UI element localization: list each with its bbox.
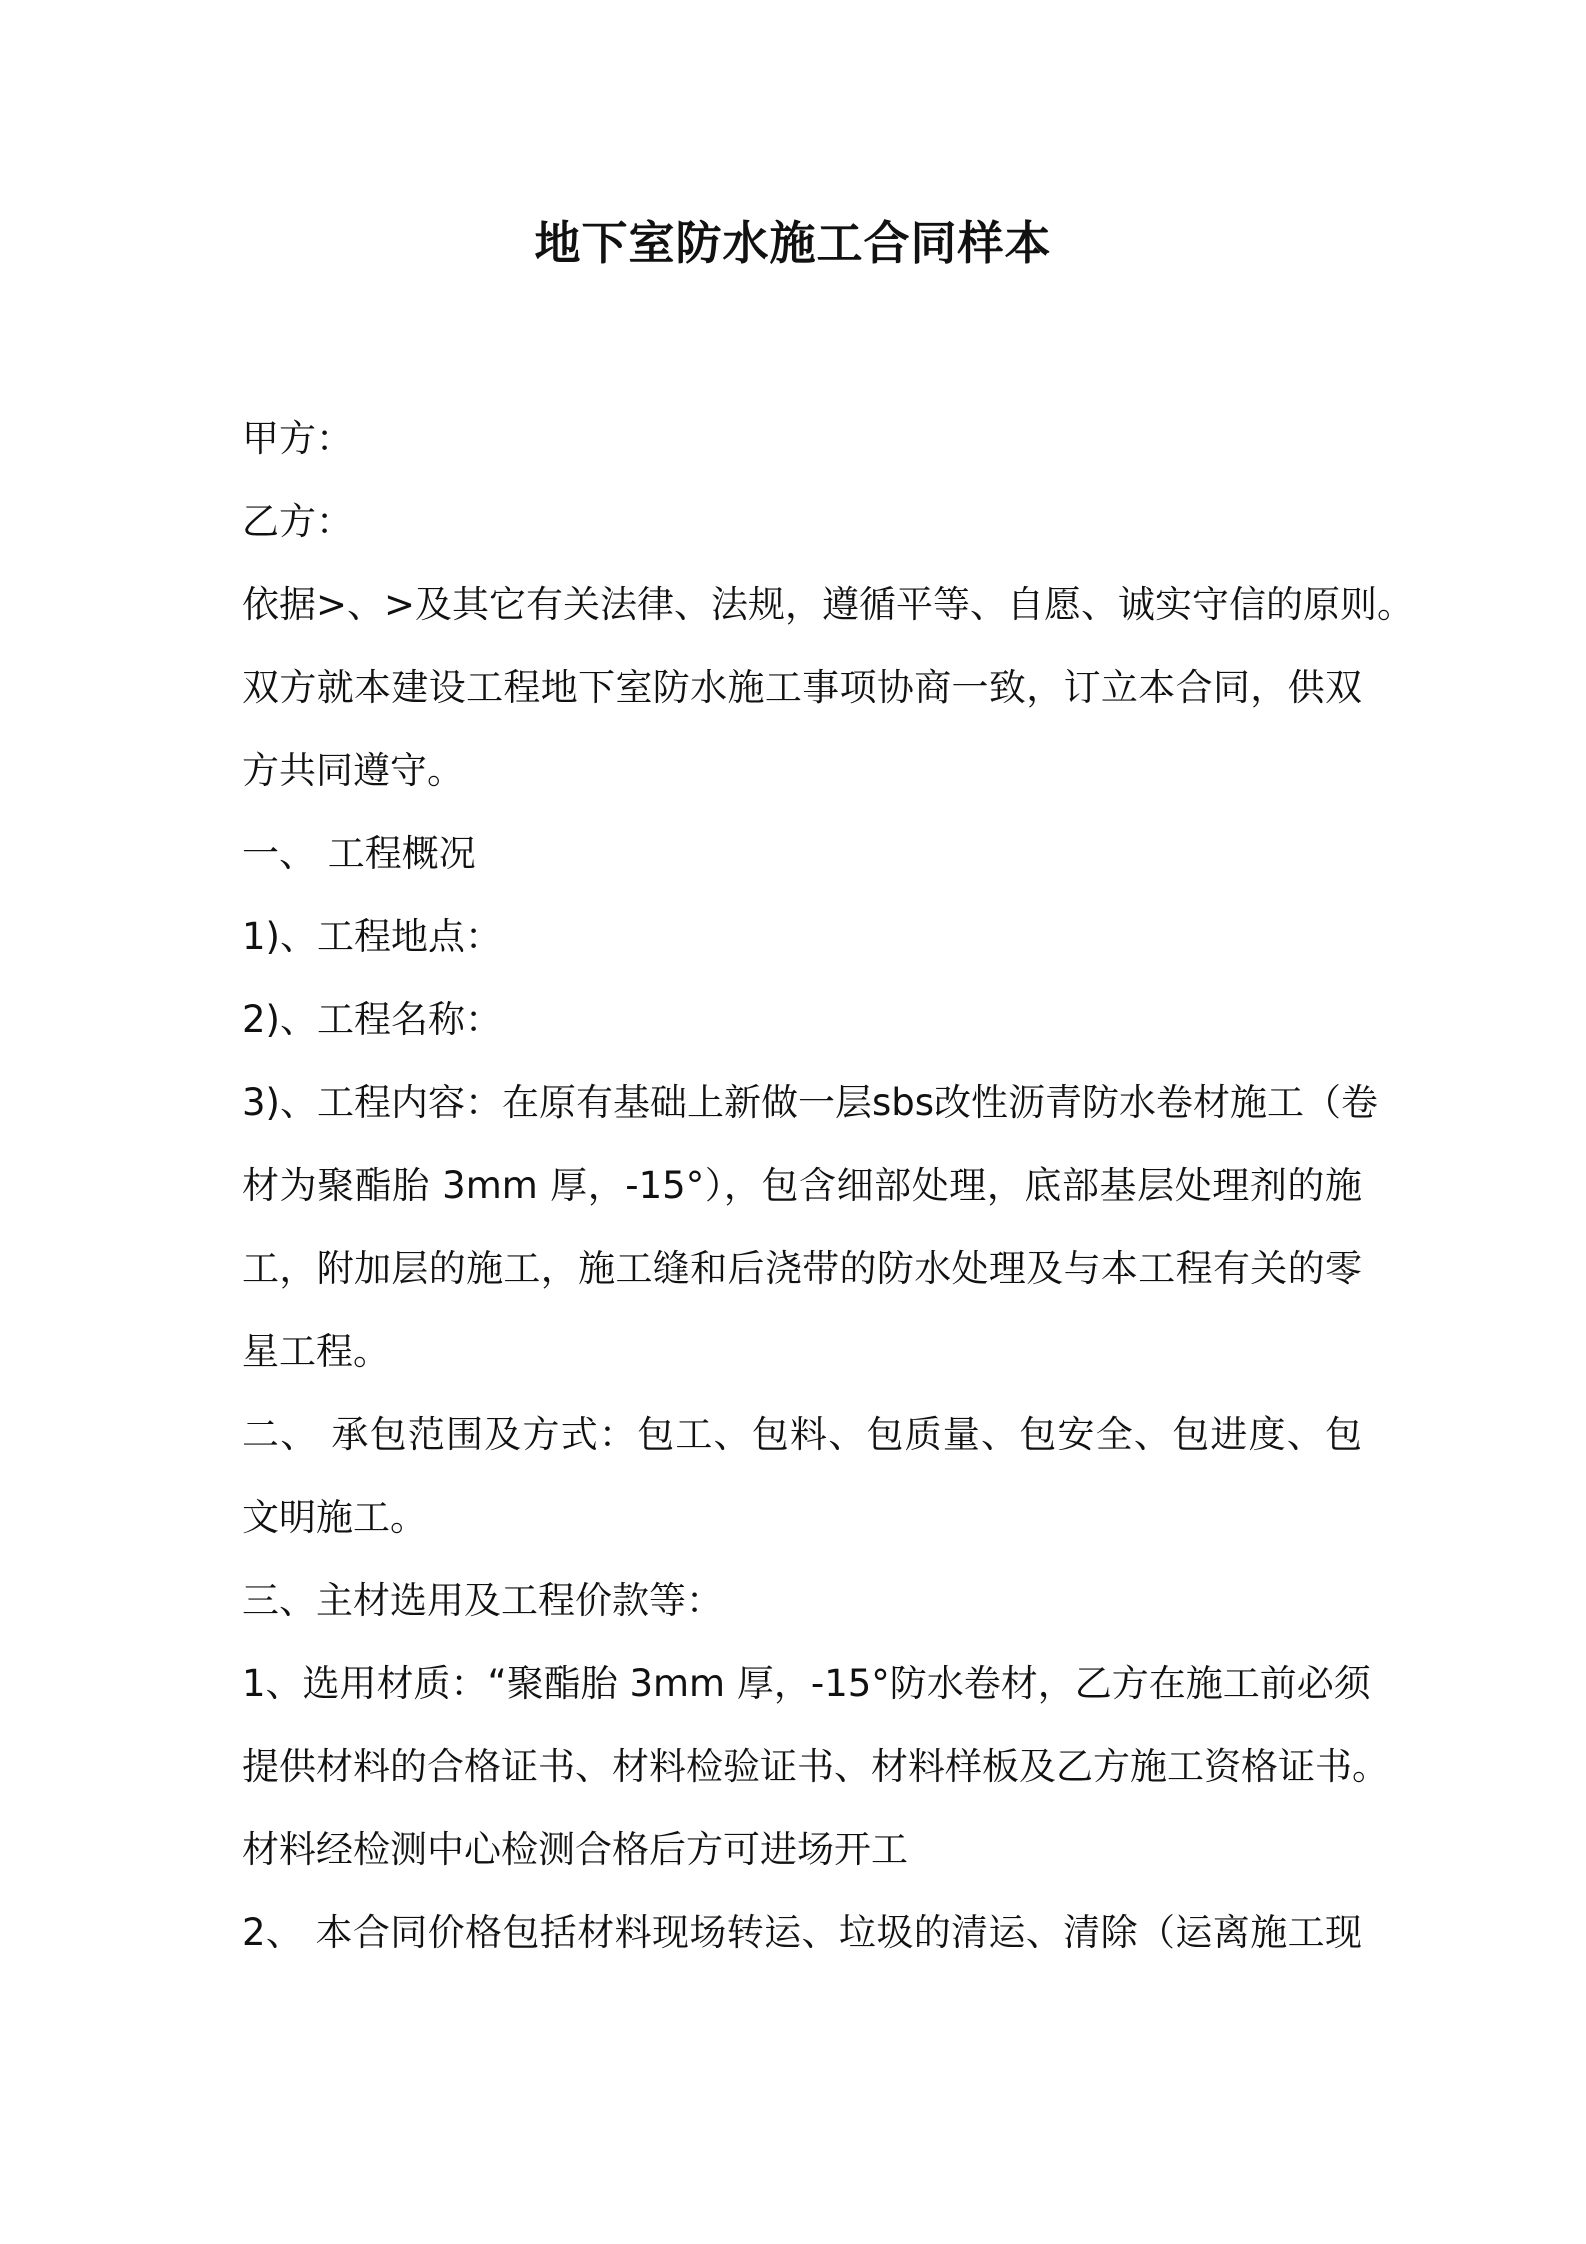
material-clause-line-1: 1、选用材质：“聚酯胎 3mm 厚，-15°防水卷材，乙方在施工前必须 xyxy=(242,1662,1371,1705)
project-content-line-4: 星工程。 xyxy=(242,1330,390,1373)
project-location-line: 1)、工程地点： xyxy=(242,915,502,958)
preamble-line-2: 双方就本建设工程地下室防水施工事项协商一致，订立本合同，供双 xyxy=(242,666,1362,709)
section-heading-1: 一、 工程概况 xyxy=(242,832,476,875)
material-clause-line-2: 提供材料的合格证书、材料检验证书、材料样板及乙方施工资格证书。 xyxy=(242,1745,1389,1788)
preamble-line-1: 依据>、>及其它有关法律、法规，遵循平等、自愿、诚实守信的原则。 xyxy=(242,583,1415,626)
section-heading-3: 三、主材选用及工程价款等： xyxy=(242,1579,723,1622)
party-b-line: 乙方： xyxy=(242,500,353,543)
project-content-line-1: 3)、工程内容：在原有基础上新做一层sbs改性沥青防水卷材施工（卷 xyxy=(242,1081,1379,1124)
project-content-line-2: 材为聚酯胎 3mm 厚，-15°），包含细部处理，底部基层处理剂的施 xyxy=(242,1164,1362,1207)
document-title: 地下室防水施工合同样本 xyxy=(534,216,1052,270)
preamble-line-3: 方共同遵守。 xyxy=(242,749,464,792)
price-clause-line-1: 2、 本合同价格包括材料现场转运、垃圾的清运、清除（运离施工现 xyxy=(242,1911,1362,1954)
section-heading-2-line-1: 二、 承包范围及方式：包工、包料、包质量、包安全、包进度、包 xyxy=(242,1413,1362,1456)
project-content-line-3: 工，附加层的施工，施工缝和后浇带的防水处理及与本工程有关的零 xyxy=(242,1247,1362,1290)
party-a-line: 甲方： xyxy=(242,417,353,460)
section-heading-2-line-2: 文明施工。 xyxy=(242,1496,427,1539)
project-name-line: 2)、工程名称： xyxy=(242,998,502,1041)
material-clause-line-3: 材料经检测中心检测合格后方可进场开工 xyxy=(242,1828,908,1871)
